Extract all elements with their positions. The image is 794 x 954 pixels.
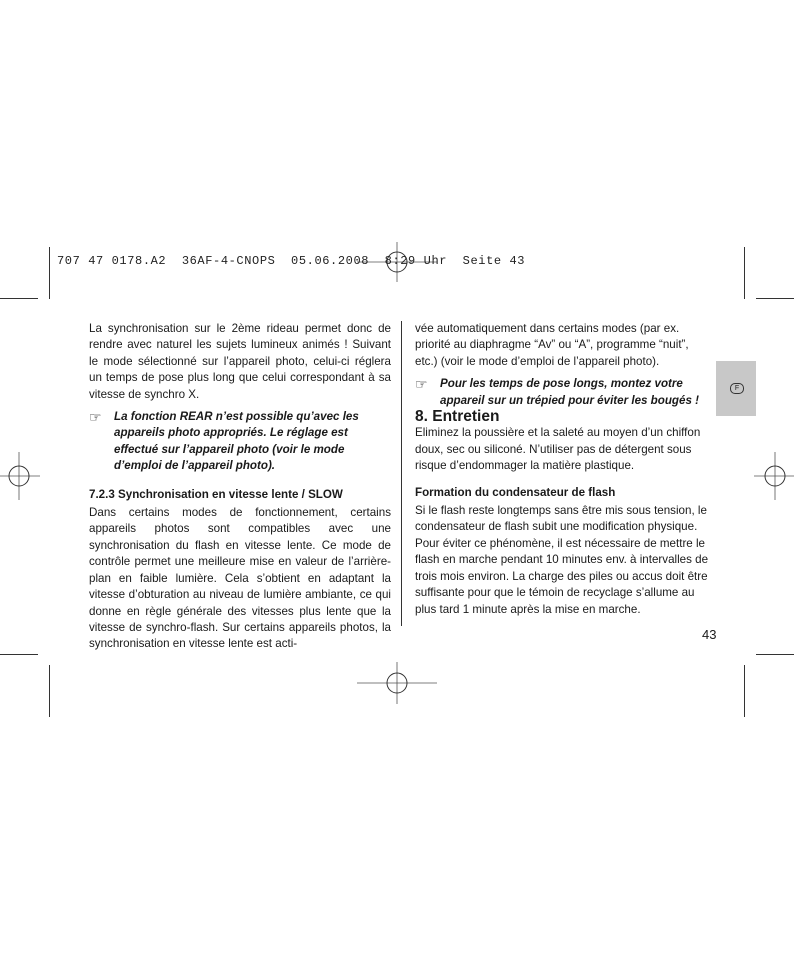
crop-mark [49,247,50,299]
column-divider [401,321,402,626]
crop-mark [744,665,745,717]
left-column [89,321,391,653]
crop-mark [744,247,745,299]
capacitor-heading: Formation du condensateur de flash [415,485,616,499]
crop-mark [756,298,794,299]
page-number: 43 [702,627,717,642]
language-badge: F [730,383,744,394]
crop-mark [756,654,794,655]
tripod-note-text: Pour les temps de pose longs, montez votre appareil sur un trépied pour éviter les bougés ! [440,377,699,407]
rear-note-text: La fonction REAR n’est possible qu’avec les appareils photo appropriés. Le réglage est effectué sur l’appareil photo (voir le mode d’emploi de l’appareil photo). [114,410,359,473]
slow-sync-heading: 7.2.3 Synchronisation en vitesse lente / SLOW [89,487,343,501]
slow-sync-paragraph: Dans certains modes de fonctionnement, certains appareils photos sont compatibles avec une synchronisation du flash en vitesse lente. Ce mode de contrôle permet une meilleure mise en valeur de l’arrière-plan en faible lumière. Cela s’obtient en adaptant la vitesse d’obturation au niveau de lumière ambiante, ce qui donne en règle générale des vitesses plus lente que la vitesse de synchro-flash. Sur certains appareils photos, la synchronisation en vitesse lente est acti- [89,506,391,651]
tripod-note [415,376,713,409]
pointing-hand-icon: ☞ [415,376,428,393]
rear-note [89,409,391,475]
registration-target-bottom-icon [357,662,437,704]
right-column [415,321,713,618]
crop-mark [0,654,38,655]
capacitor-paragraph: Si le flash reste longtemps sans être mis sous tension, le condensateur de flash subit une modification physique. Pour éviter ce phénomène, il est nécessaire de mettre le flash en marche pendant 10 minutes env. à intervalles de trois mois environ. La charge des piles ou accus doit être suffisante pour que le témoin de recyclage s’allume au plus tard 1 minute après la mise en marche. [415,504,709,616]
print-slug: 707 47 0178.A2 36AF-4-CNOPS 05.06.2008 8:29 Uhr Seite 43 [57,254,526,268]
intro-paragraph: La synchronisation sur le 2ème rideau permet donc de rendre avec naturel les sujets lumineux animés ! Suivant le mode sélectionné sur l’appareil photo, celui-ci réglera un temps de pose plus long que celui correspondant à sa vitesse de synchro X. [89,322,391,401]
language-tab [716,361,756,416]
crop-mark [49,665,50,717]
registration-target-right-icon [754,452,794,500]
registration-target-left-icon [0,452,40,500]
maintenance-paragraph: Eliminez la poussière et la saleté au moyen d’un chiffon doux, sec ou siliconé. N’utiliser pas de détergent sous risque d’endommager la matière plastique. [415,426,701,473]
section-title: 8. Entretien [415,408,500,426]
continuation-paragraph: vée automatiquement dans certains modes (par ex. priorité au diaphragme “Av” ou “A”, programme “nuit”, etc.) (voir le mode d’emploi de l’appareil photo). [415,322,689,368]
crop-mark [0,298,38,299]
pointing-hand-icon: ☞ [89,409,102,426]
